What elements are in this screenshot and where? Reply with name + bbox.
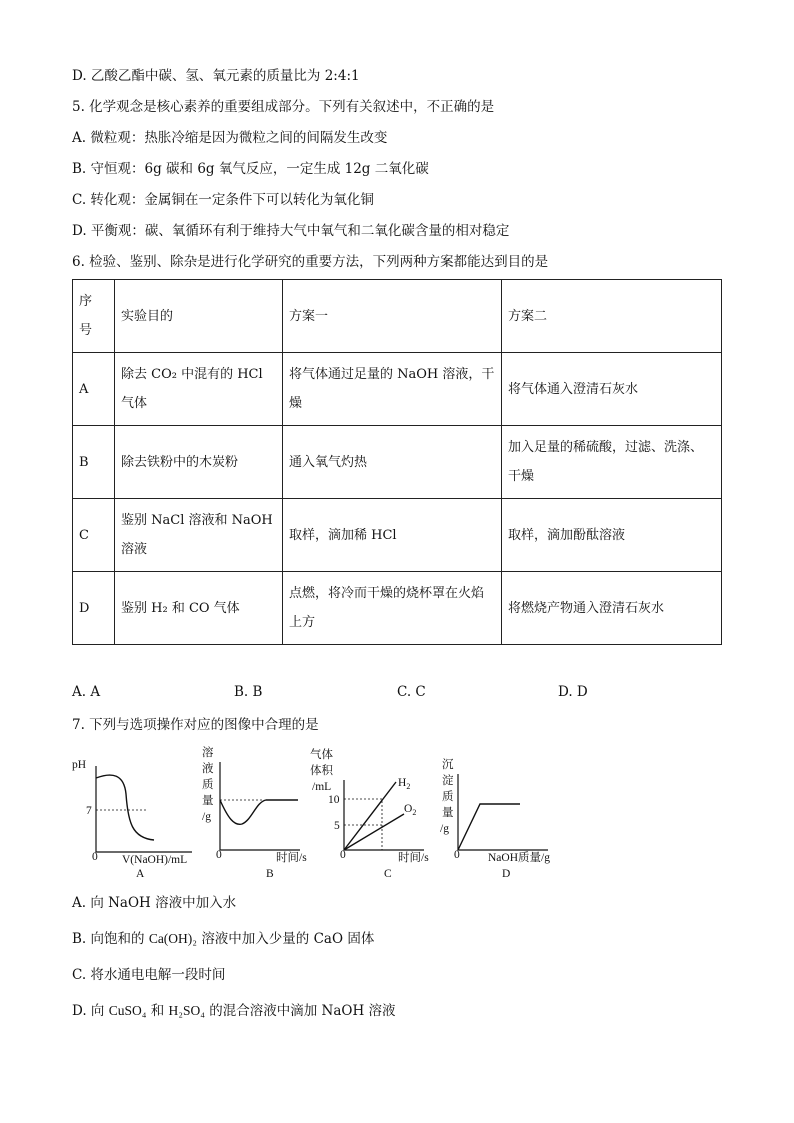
table-cell: 将气体通过足量的 NaOH 溶液，干燥	[283, 353, 502, 426]
question-6: 6. 检验、鉴别、除杂是进行化学研究的重要方法，下列两种方案都能达到目的是	[72, 254, 549, 270]
question-7: 7. 下列与选项操作对应的图像中合理的是	[72, 717, 319, 733]
q7-option-b	[72, 929, 374, 949]
table-cell: 除去 CO₂ 中混有的 HCl 气体	[115, 353, 283, 426]
table-cell: 方案一	[283, 280, 502, 353]
option-d-previous: D. 乙酸乙酯中碳、氢、氧元素的质量比为 2:4:1	[72, 68, 360, 84]
q5-option-d: D. 平衡观：碳、氧循环有利于维持大气中氧气和二氧化碳含量的相对稳定	[72, 223, 510, 239]
table-row	[73, 426, 722, 499]
table-cell: 取样，滴加稀 HCl	[283, 499, 502, 572]
graph-a-ylabel: pH	[72, 759, 87, 771]
q7-option-c: C. 将水通电电解一段时间	[72, 967, 226, 983]
graph-d-ylabel-2: 质	[442, 791, 454, 803]
q7-option-d-pre: D. 向	[72, 1003, 105, 1019]
table-cell: 将气体通入澄清石灰水	[502, 353, 722, 426]
graph-b-ylabel-0: 溶	[202, 747, 214, 759]
table-cell: A	[73, 353, 115, 426]
graph-b-ylabel-3: 量	[202, 795, 214, 807]
graph-a-origin: 0	[92, 851, 98, 863]
table-row	[73, 572, 722, 645]
q5-option-c: C. 转化观：金属铜在一定条件下可以转化为氧化铜	[72, 192, 374, 208]
graph-c	[310, 746, 440, 885]
graph-c-line-h2	[344, 782, 396, 850]
table-cell: 点燃，将冷而干燥的烧杯罩在火焰上方	[283, 572, 502, 645]
graph-d-xlabel: NaOH质量/g	[488, 852, 550, 864]
graph-c-line-o2	[344, 814, 404, 850]
formula-h2so4: H₂SO₄	[168, 1003, 205, 1018]
graph-b-ylabel-1: 液	[202, 763, 214, 775]
table-cell: 鉴别 NaCl 溶液和 NaOH 溶液	[115, 499, 283, 572]
table-row	[73, 353, 722, 426]
graph-b-ylabel-2: 质	[202, 779, 214, 791]
table-cell: B	[73, 426, 115, 499]
graph-c-ylabel-1: 体积	[310, 765, 333, 777]
graph-c-caption: C	[384, 868, 392, 880]
q7-option-d	[72, 1001, 396, 1021]
q7-option-d-mid: 和	[150, 1003, 165, 1019]
graph-d-curve	[458, 804, 520, 850]
experiment-table	[72, 279, 722, 645]
table-cell: 实验目的	[115, 280, 283, 353]
table-cell: 方案二	[502, 280, 722, 353]
table-cell: C	[73, 499, 115, 572]
table-cell: 除去铁粉中的木炭粉	[115, 426, 283, 499]
graph-c-xlabel: 时间/s	[398, 852, 429, 864]
table-cell: 将燃烧产物通入澄清石灰水	[502, 572, 722, 645]
graph-c-tick10: 10	[328, 794, 340, 806]
table-cell: 通入氧气灼热	[283, 426, 502, 499]
table-cell: 取样，滴加酚酞溶液	[502, 499, 722, 572]
table-cell: 加入足量的稀硫酸，过滤、洗涤、干燥	[502, 426, 722, 499]
table-cell: D	[73, 572, 115, 645]
graph-b-curve	[220, 800, 298, 824]
formula-caoh2: Ca(OH)₂	[148, 931, 198, 946]
graph-d-ylabel-1: 淀	[442, 775, 454, 787]
q7-option-b-pre: B. 向饱和的	[72, 931, 145, 947]
graph-b-ylabel-4: /g	[202, 811, 211, 823]
graph-d-caption: D	[502, 868, 511, 880]
graph-b-caption: B	[266, 868, 274, 880]
table-cell: 序 号	[73, 280, 115, 353]
graph-b-origin: 0	[216, 849, 222, 861]
q6-option-a: A. A	[72, 684, 101, 700]
graph-a-curve	[96, 775, 154, 840]
graph-c-label-h2: $H_2$	[398, 777, 411, 791]
q7-option-b-post: 溶液中加入少量的 CaO 固体	[201, 931, 375, 947]
graph-d-origin: 0	[454, 849, 460, 861]
graph-a	[72, 746, 202, 885]
table-header-row	[73, 280, 722, 353]
q6-option-d: D. D	[558, 684, 588, 700]
graph-c-tick5: 5	[334, 820, 340, 832]
graph-b-xlabel: 时间/s	[276, 852, 307, 864]
graph-c-label-o2: $O_2$	[404, 803, 417, 817]
graph-c-origin: 0	[340, 849, 346, 861]
graph-c-ylabel-2: /mL	[312, 781, 332, 793]
table-row	[73, 499, 722, 572]
graph-b	[200, 746, 320, 885]
graph-a-xlabel: V(NaOH)/mL	[122, 854, 188, 866]
table-cell: 鉴别 H₂ 和 CO 气体	[115, 572, 283, 645]
graph-d-ylabel-3: 量	[442, 807, 454, 819]
question-5: 5. 化学观念是核心素养的重要组成部分。下列有关叙述中，不正确的是	[72, 99, 495, 115]
formula-cuso4: CuSO₄	[108, 1003, 147, 1018]
graph-c-ylabel-0: 气体	[310, 749, 333, 761]
q7-option-a: A. 向 NaOH 溶液中加入水	[72, 895, 237, 911]
q6-option-c: C. C	[397, 684, 426, 700]
graph-d-ylabel-4: /g	[440, 823, 449, 835]
graph-a-caption: A	[136, 868, 145, 880]
graph-d-ylabel-0: 沉	[442, 759, 454, 771]
q7-option-d-post: 的混合溶液中滴加 NaOH 溶液	[209, 1003, 396, 1019]
q6-option-b: B. B	[234, 684, 263, 700]
graph-a-tick7: 7	[86, 805, 92, 817]
q5-option-b: B. 守恒观：6g 碳和 6g 氧气反应，一定生成 12g 二氧化碳	[72, 161, 429, 177]
graph-d	[436, 746, 566, 885]
q5-option-a: A. 微粒观：热胀冷缩是因为微粒之间的间隔发生改变	[72, 130, 388, 146]
